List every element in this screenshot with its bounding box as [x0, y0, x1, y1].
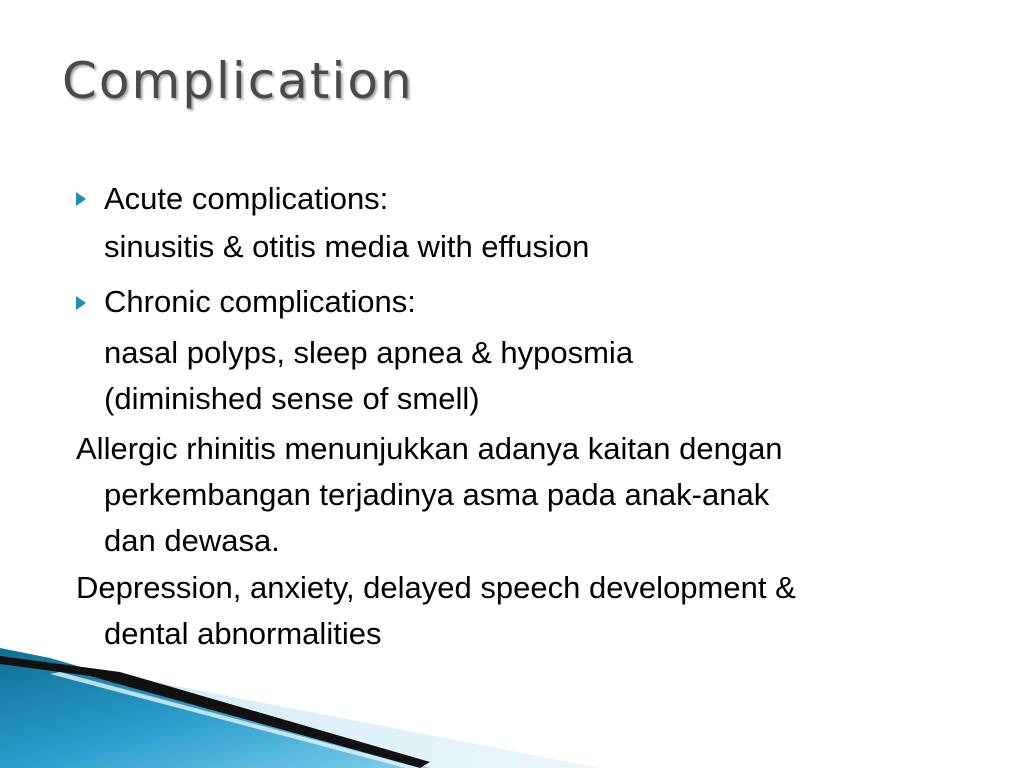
- slide-title: Complication: [62, 52, 414, 110]
- paragraph-line: dan dewasa.: [104, 523, 280, 558]
- paragraph-line: perkembangan terjadinya asma pada anak-anak: [104, 477, 770, 512]
- paragraph-line: Allergic rhinitis menunjukkan adanya kaitan dengan: [76, 431, 783, 466]
- bullet-heading: Chronic complications:: [104, 284, 416, 319]
- bullet-detail: nasal polyps, sleep apnea & hyposmia: [104, 335, 634, 370]
- bullet-heading: Acute complications:: [104, 181, 389, 216]
- paragraph-line: Depression, anxiety, delayed speech development &: [76, 570, 796, 605]
- bullet-detail: sinusitis & otitis media with effusion: [104, 229, 590, 264]
- paragraph-line: dental abnormalities: [104, 616, 382, 651]
- bullet-detail: (diminished sense of smell): [104, 381, 480, 416]
